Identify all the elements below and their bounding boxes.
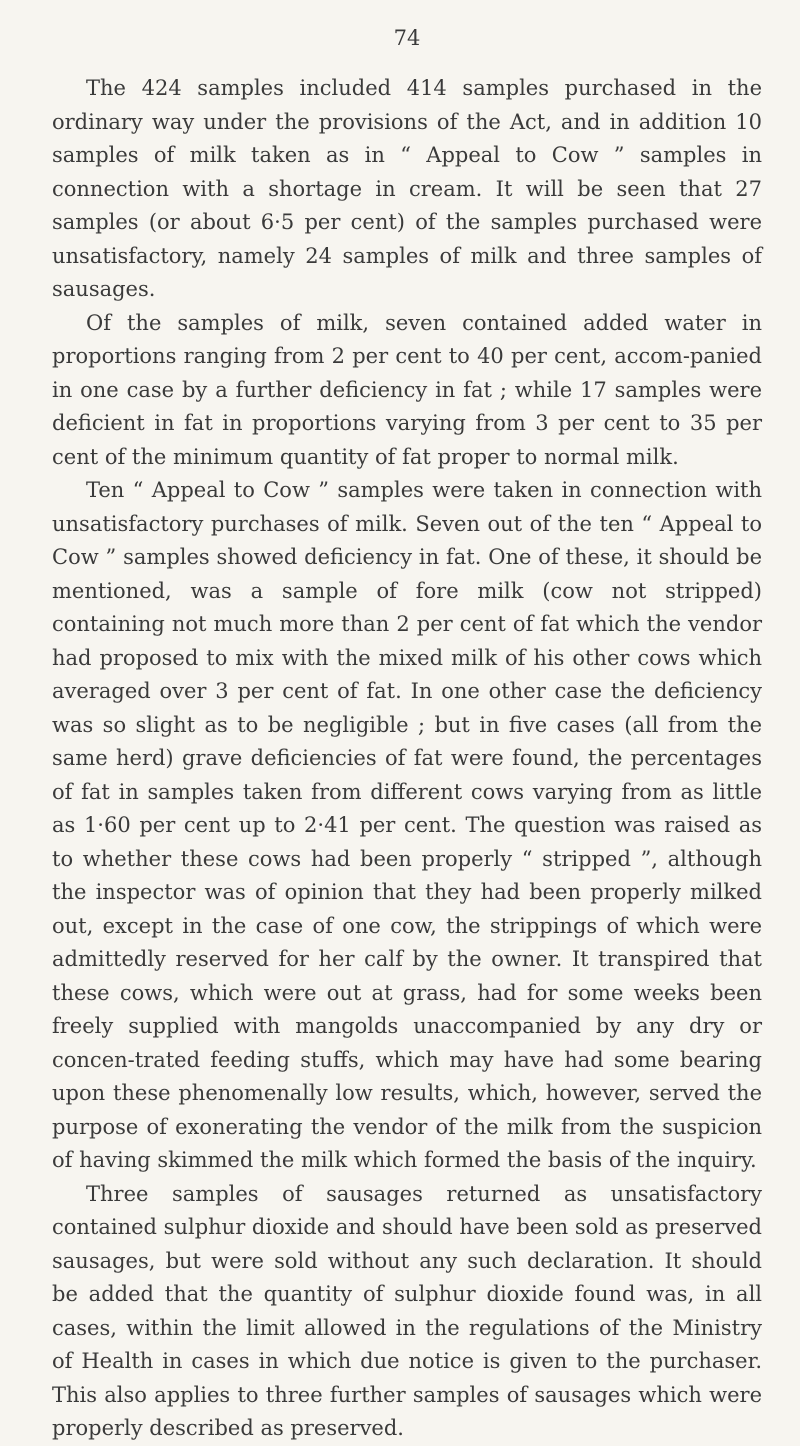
paragraph-samples-summary: The 424 samples included 414 samples purchased in the ordinary way under the provisions of the Act, and in addition 10 samples of milk taken as in “ Appeal to Cow ” samples in connection with a shortage in cream. It will be seen that 27 samples (or about 6·5 per cent) of the samples purchased were unsatisfactory, namely 24 samples of milk and three samples of sausages. <box>52 76 762 301</box>
page-number: 74 <box>393 26 421 50</box>
paragraph-appeal-to-cow: Ten “ Appeal to Cow ” samples were taken in connection with unsatisfactory purchases of milk. Seven out of the ten “ Appeal to Cow ” samples showed deficiency in fat. One of these, it should be mentioned, was a sample of fore milk (cow not stripped) containing not much more than 2 per cent of fat which the vendor had proposed to mix with the mixed milk of his other cows which averaged over 3 per cent of fat. In one other case the deficiency was so slight as to be negligible ; but in five cases (all from the same herd) grave deficiencies of fat were found, the percentages of fat in samples taken from different cows varying from as little as 1·60 per cent up to 2·41 per cent. The question was raised as to whether these cows had been properly “ stripped ”, although the inspector was of opinion that they had been properly milked out, except in the case of one cow, the strippings of which were admittedly reserved for her calf by the owner. It transpired that these cows, which were out at grass, had for some weeks been freely supplied with mangolds unaccompanied by any dry or concen-trated feeding stuffs, which may have had some bearing upon these phenomenally low results, which, however, served the purpose of exonerating the vendor of the milk from the suspicion of having skimmed the milk which formed the basis of the inquiry. <box>52 478 762 1172</box>
paragraph-milk-samples: Of the samples of milk, seven contained added water in proportions ranging from 2 per cent to 40 per cent, accom-panied in one case by a further deficiency in fat ; while 17 samples were deficient in fat in proportions varying from 3 per cent to 35 per cent of the minimum quantity of fat proper to normal milk. <box>52 310 762 469</box>
paragraph-sausage-samples: Three samples of sausages returned as unsatisfactory contained sulphur dioxide and should have been sold as preserved sausages, but were sold without any such declaration. It should be added that the quantity of sulphur dioxide found was, in all cases, within the limit allowed in the regulations of the Ministry of Health in cases in which due notice is given to the purchaser. This also applies to three further samples of sausages which were properly described as preserved. <box>52 1181 762 1440</box>
body-text <box>52 72 762 1446</box>
